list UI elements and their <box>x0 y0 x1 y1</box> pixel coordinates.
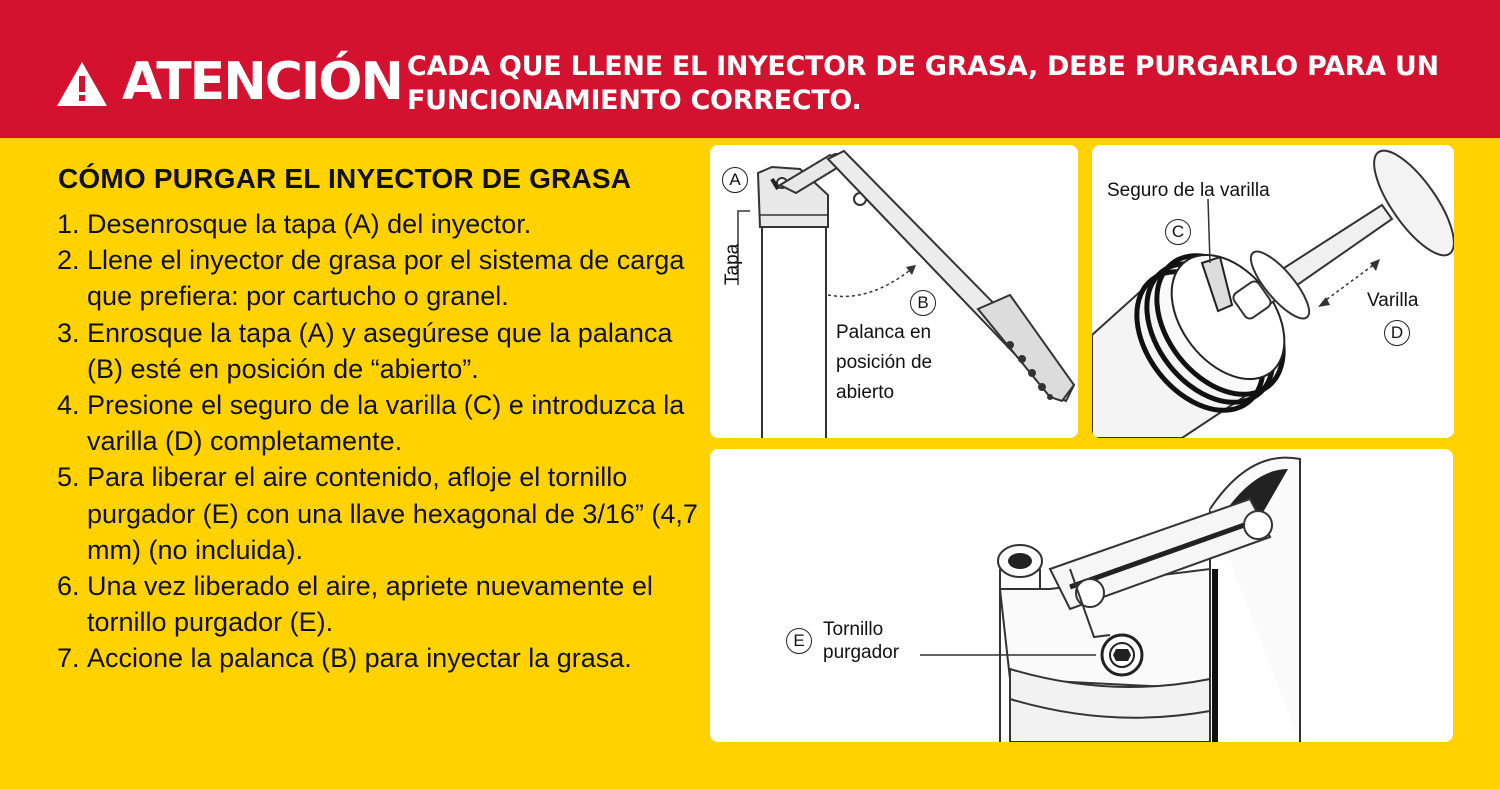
step-text: Presione el seguro de la varilla (C) e introduzca la varilla (D) completamente. <box>87 390 685 457</box>
list-item <box>57 315 707 387</box>
marker-a: A <box>722 167 748 193</box>
step-text: Para liberar el aire contenido, afloje el tornillo purgador (E) con una llave hexagonal de 3/16” (4,7 mm) (no incluida). <box>87 462 698 565</box>
lever-label-line-2: posición de <box>836 352 933 373</box>
step-number: 7. <box>57 643 80 674</box>
rod-diagram-panel <box>1092 145 1454 438</box>
marker-b: B <box>910 290 936 316</box>
step-text: Llene el inyector de grasa por el sistema de carga que prefiera: por cartucho o granel. <box>87 245 685 312</box>
rod-label: Varilla <box>1367 290 1419 311</box>
list-item <box>57 206 707 242</box>
step-number: 3. <box>57 317 80 348</box>
list-item <box>57 568 707 640</box>
bleeder-diagram-panel <box>710 449 1453 742</box>
marker-e: E <box>786 628 812 654</box>
step-text: Enrosque la tapa (A) y asegúrese que la palanca (B) esté en posición de “abierto”. <box>87 317 673 384</box>
marker-d: D <box>1384 320 1410 346</box>
step-number: 1. <box>57 209 80 239</box>
list-item <box>57 387 707 459</box>
bleeder-label-line-1: Tornillo <box>823 619 884 640</box>
warning-triangle-icon <box>55 60 109 108</box>
step-number: 6. <box>57 571 80 602</box>
lever-label-line-3: abierto <box>836 382 895 403</box>
step-text: Una vez liberado el aire, apriete nuevamente el tornillo purgador (E). <box>87 571 653 638</box>
lever-diagram-panel <box>710 145 1078 438</box>
step-number: 2. <box>57 245 80 276</box>
list-item <box>57 640 707 676</box>
rod-lock-label: Seguro de la varilla <box>1107 180 1270 201</box>
marker-c: C <box>1165 219 1191 245</box>
step-text: Accione la palanca (B) para inyectar la grasa. <box>87 643 632 674</box>
attention-title: ATENCIÓN <box>122 52 402 112</box>
step-text: Desenrosque la tapa (A) del inyector. <box>87 209 532 239</box>
instructions-list <box>57 206 707 677</box>
attention-banner <box>0 0 1500 138</box>
bleeder-label-line-2: purgador <box>823 642 900 663</box>
step-number: 4. <box>57 390 80 421</box>
cap-label: Tapa <box>722 243 743 285</box>
step-number: 5. <box>57 462 80 493</box>
lever-label-line-1: Palanca en <box>836 322 932 343</box>
list-item <box>57 242 707 314</box>
bleeder-screw-illustration <box>710 449 1453 742</box>
list-item <box>57 459 707 568</box>
instructions-title: CÓMO PURGAR EL INYECTOR DE GRASA <box>58 163 632 194</box>
attention-message: CADA QUE LLENE EL INYECTOR DE GRASA, DEBE PURGARLO PARA UN FUNCIONAMIENTO CORRECTO. <box>407 51 1439 116</box>
